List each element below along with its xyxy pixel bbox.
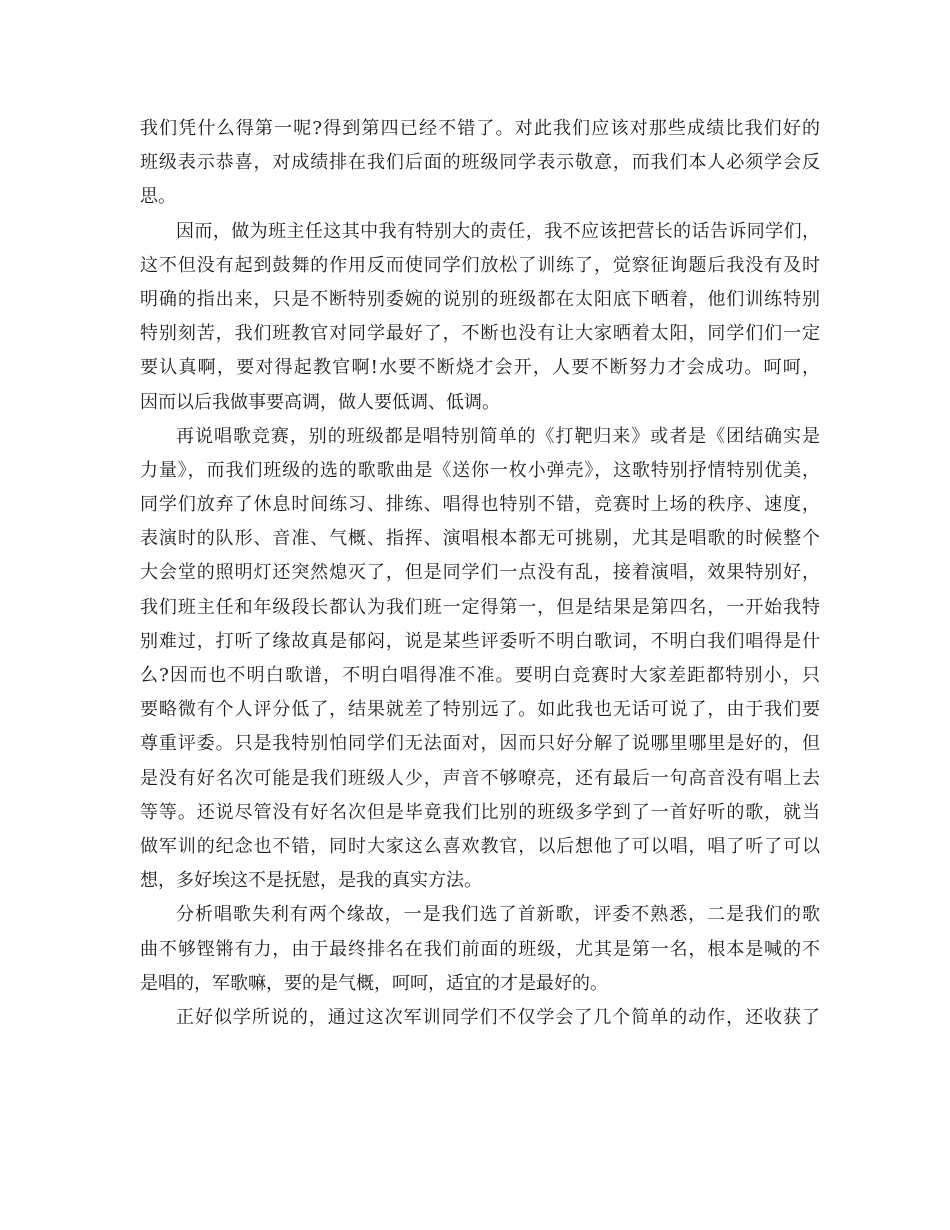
text-line: 等等。还说尽管没有好名次但是毕竟我们比别的班级多学到了一首好听的歌，就当 [140,801,820,823]
text-line: 我们班主任和年级段长都认为我们班一定得第一，但是结果是第四名，一开始我特 [140,596,820,618]
text-line: 要略微有个人评分低了，结果就差了特别远了。如此我也无话可说了，由于我们要 [140,699,820,721]
text-line: 因而以后我做事要高调，做人要低调、低调。 [140,391,500,413]
text-line: 分析唱歌失利有两个缘故，一是我们选了首新歌，评委不熟悉，二是我们的歌 [176,904,820,926]
text-line: 同学们放弃了休息时间练习、排练、唱得也特别不错，竞赛时上场的秩序、速度， [140,494,820,516]
text-line: 再说唱歌竞赛，别的班级都是唱特别简单的《打靶归来》或者是《团结确实是 [176,425,820,447]
text-line: 曲不够铿锵有力，由于最终排名在我们前面的班级，尤其是第一名，根本是喊的不 [140,938,820,960]
text-line: 尊重评委。只是我特别怕同学们无法面对，因而只好分解了说哪里哪里是好的，但 [140,733,820,755]
text-line: 做军训的纪念也不错，同时大家这么喜欢教官，以后想他了可以唱，唱了听了可以 [140,835,820,857]
paragraph [140,1001,820,1035]
text-line: 大会堂的照明灯还突然熄灭了，但是同学们一点没有乱，接着演唱，效果特别好， [140,562,820,584]
text-line: 这不但没有起到鼓舞的作用反而使同学们放松了训练了，觉察征询题后我没有及时 [140,254,820,276]
document-body [140,112,820,1035]
text-line: 因而，做为班主任这其中我有特别大的责任，我不应该把营长的话告诉同学们， [176,220,820,242]
text-line: 是唱的，军歌嘛，要的是气概，呵呵，适宜的才是最好的。 [140,972,608,994]
text-line: 要认真啊，要对得起教官啊!水要不断烧才会开，人要不断努力才会成功。呵呵， [140,357,820,379]
paragraph [140,420,820,899]
text-line: 别难过，打听了缘故真是郁闷，说是某些评委听不明白歌词，不明白我们唱得是什 [140,630,820,652]
text-line: 表演时的队形、音准、气概、指挥、演唱根本都无可挑剔，尤其是唱歌的时候整个 [140,528,820,550]
text-line: 思。 [140,186,176,208]
paragraph [140,898,820,1001]
text-line: 正好似学所说的，通过这次军训同学们不仅学会了几个简单的动作，还收获了 [176,1006,820,1028]
paragraph [140,112,820,215]
text-line: 是没有好名次可能是我们班级人少，声音不够嘹亮，还有最后一句高音没有唱上去 [140,767,820,789]
text-line: 想，多好埃这不是抚慰，是我的真实方法。 [140,870,482,892]
paragraph [140,215,820,420]
text-line: 力量》，而我们班级的选的歌歌曲是《送你一枚小弹壳》，这歌特别抒情特别优美， [140,459,820,481]
text-line: 班级表示恭喜，对成绩排在我们后面的班级同学表示敬意，而我们本人必须学会反 [140,152,820,174]
text-line: 我们凭什么得第一呢?得到第四已经不错了。对此我们应该对那些成绩比我们好的 [140,118,820,139]
text-line: 明确的指出来，只是不断特别委婉的说别的班级都在太阳底下晒着，他们训练特别 [140,288,820,310]
text-line: 特别刻苦，我们班教官对同学最好了，不断也没有让大家晒着太阳，同学们们一定 [140,323,820,345]
text-line: 么?因而也不明白歌谱，不明白唱得准不准。要明白竞赛时大家差距都特别小，只 [140,665,820,686]
